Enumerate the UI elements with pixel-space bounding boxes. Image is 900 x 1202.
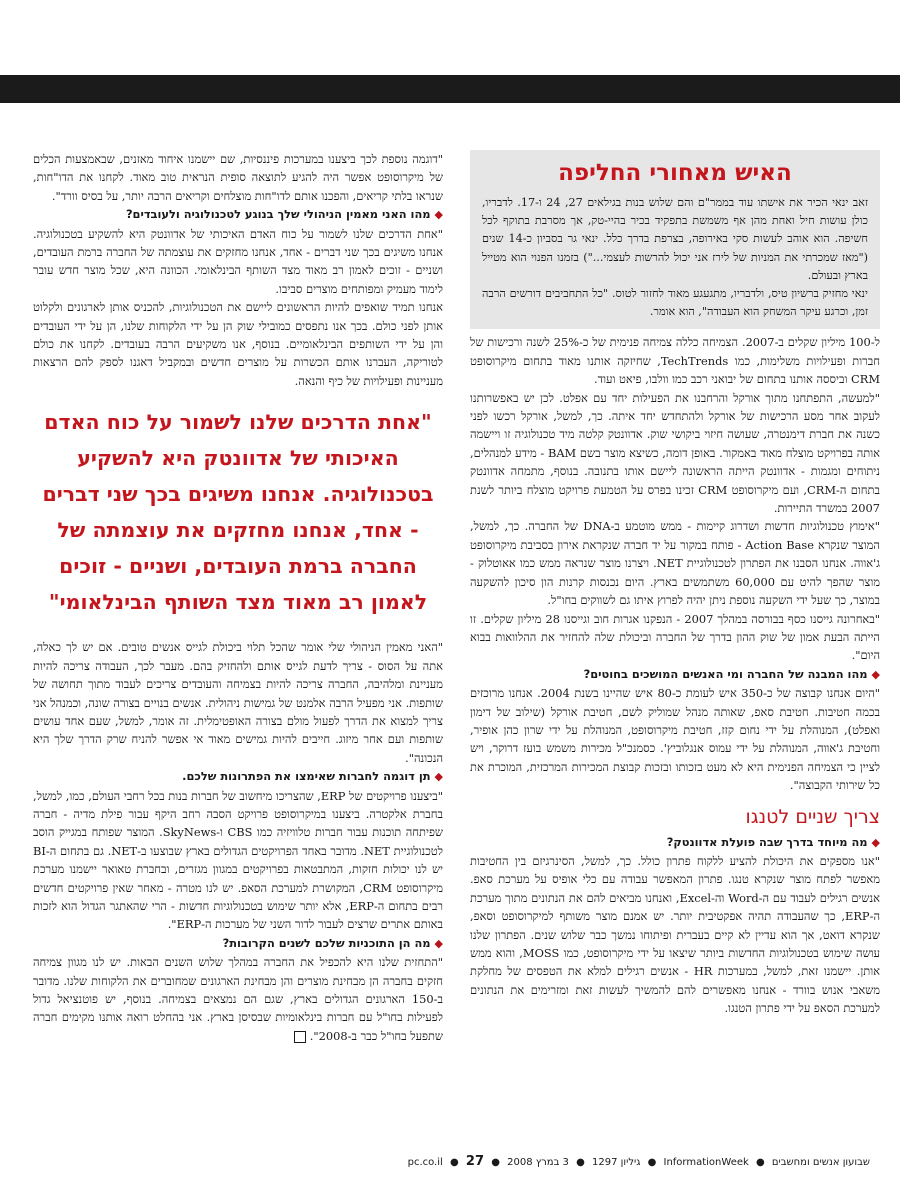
footer-magazine: שבועון אנשים ומחשבים — [771, 1157, 870, 1168]
question-text: תן דוגמה לחברות שאימצו את הפתרונות שלכם. — [182, 769, 431, 784]
question-text: מהו המבנה של החברה ומי האנשים המושכים בחוטים? — [583, 666, 868, 681]
page-number: 27 — [465, 1154, 484, 1169]
pull-quote: "אחת הדרכים שלנו לשמור על כוח האדם האיכותי של אדוונטק היא להשקיע בטכנולוגיה. אנחנו משיגים בכך שני דברים - אחד, אנחנו מחזקים את עוצמתה של החברה ברמת העובדים, ושניים - זוכים לאמון רב מאוד מצד השותף הבינלאומי" — [42, 410, 434, 615]
body-paragraph: "באחרונה גייסנו כסף בבורסה במהלך 2007 - הנפקנו אגרות חוב וגייסנו 28 מיליון שקלים. זו הייתה הבעת אמון של שוק ההון בדרך של החברה וביכולת שלה להחזיר את ההלוואות בבוא היום". — [470, 611, 880, 663]
diamond-bullet-icon: ◆ — [434, 770, 443, 784]
body-paragraph — [33, 953, 443, 1045]
body-paragraph: ל-100 מיליון שקלים ב-2007. הצמיחה כללה צמיחה פנימית של כ-25% לשנה ורכישות של חברות ופעילויות משלימות, כמו TechTrends, שחיזקה אותנו מאוד בתחום מיקרוסופט CRM וביססה אותנו בתחום של יבואני רכב כמו וולבו, פיאט ועוד. — [470, 335, 880, 387]
end-mark-icon — [294, 1031, 306, 1043]
question-heading — [33, 205, 443, 224]
body-paragraph: "היום אנחנו קבוצה של כ-350 איש לעומת כ-80 איש שהיינו בשנת 2004. אנחנו מרוכזים בכמה חטיבות. חטיבת סאפ, שאותה מנהל שמוליק לשם, חטיבת אורקל (שילוב של דימון ואפלט), המנוהלת על ידי נחום קזז, חטיבת מיקרוסופט, המנוהלת על ידי שרון כהן אופיר, וחטיבת ג'אווה, המנוהלת על ידי עמוס אנגלוביץ'. כסמנכ"ל מכירות משמש בועז דרוקר, ויש לציין כי הצמיחה הפנימית היא לא מעט בזכותו ובזכות קבוצת המכירות המרכזית, המוכרת את כל שירותי הקבוצה". — [470, 686, 880, 793]
footer-line — [408, 1154, 870, 1169]
dot-icon: ● — [449, 1157, 459, 1168]
body-paragraph: "ביצענו פרויקטים של ERP, שהצריכו מיחשוב של חברות בנות בכל רחבי העולם, כמו, למשל, בחברת אלקטרה. ביצענו במיקרוסופט פרויקט הסבה רחב היקף עבור פילת מדיה - חברה שפיתחה תוכנות עבור חברות טלוויזיה כמו CBS ו-SkyNews. המוצר שפותח במגייק הוסב לטכנולוגיית NET. מדובר באחד הפרויקטים הגדולים בארץ שבוצעו ב-NET. גם בתחום ה-BI יש לנו יכולות חזקות, המתבטאות בפרויקטים במגוון מגזרים, ובחברת טאואר יישמנו מערכת מיקרוסופט CRM, המקושרת למערכת הסאפ. יש לנו מטרה - מאחר שאין פרויקטים חדשים רבים בתחום ה-ERP, אלא יותר שימוש בטכנולוגיות חדשות - הרי שהאתגר הגדול הוא לזכות באותם אתרים שרצים לעבור לדור השני של מערכות ה-ERP". — [33, 788, 443, 932]
dot-icon: ● — [647, 1157, 657, 1168]
page-footer — [0, 1150, 900, 1170]
question-heading — [33, 934, 443, 953]
body-paragraph: "אחת הדרכים שלנו לשמור על כוח האדם האיכותי של אדוונטק היא להשקיע בטכנולוגיה. אנחנו משיגים בכך שני דברים - אחד, אנחנו מחזקים את עוצמתה של החברה ברמת העובדים, ושניים - זוכים לאמון רב מאוד מצד השותף הבינלאומי. הכוונה היא, שכל מוצר חדש עובר לימוד מעמיק ומפותחים מוצרים סביבו. — [33, 226, 443, 296]
paragraph-text: "התחזית שלנו היא להכפיל את החברה במהלך שלוש השנים הבאות. יש לנו מגוון צמיחה חזקים בחברה הן מבחינת מוצרים והן מבחינת הארגונים שמחוברים את הלקוחות שלנו. מדובר ב-150 הארגונים הגדולים בארץ, שגם הם נמצאים בצמיחה. בנוסף, יש פוטנציאל גדול לפעילות בחו"ל עם חברות בינלאומיות שבסיסן בארץ. אני בהחלט רואה אותנו מקימים חברה שתפעל בחו"ל כבר ב-2008". — [33, 955, 443, 1043]
sidebar-paragraph: זאב ינאי הכיר את אישתו עוד בממר"ם והם שלוש בנות בגילאים 27, 24 ו-17. לדבריו, כולן עושות חיל ואחת מהן אף משמשת בתפקיד בכיר בהיי-טק, אך מסרבת בתוקף לכל חשיפה. הוא אוהב לעשות סקי באירופה, בצרפת בדרך כלל. ינאי גר בסביון כ-14 שנים ("מאז שמכרתי את המניות של לירז אני יכול להרשות לעצמי...") בזמנו הפנוי הוא מטייל בארץ ובעולם. — [482, 196, 868, 282]
body-paragraph: "דוגמה נוספת לכך ביצענו במערכות פיננסיות, שם יישמנו איחוד מאזנים, שבאמצעות הכלים של מיקרוסופט אפשר היה להגיע לתוצאה סופית הנראית טוב מאוד. לקחנו את הדו"חות, שנראו בלתי קריאים, והפכנו אותם לדו"חות מוצלחים וקריאים הרבה יותר, על בסיס וורד". — [33, 152, 443, 203]
dot-icon: ● — [576, 1157, 585, 1168]
diamond-bullet-icon: ◆ — [434, 208, 443, 222]
dot-icon: ● — [491, 1157, 500, 1168]
diamond-bullet-icon: ◆ — [871, 835, 880, 849]
sidebar-paragraph: ינאי מחזיק ברשיון טיס, ולדבריו, מתגעגע מאוד לחזור לטוס. "כל התחביבים דורשים הרבה זמן, וכרגע עיקר המשחק הוא העבודה", הוא אומר. — [482, 287, 868, 319]
diamond-bullet-icon: ◆ — [434, 936, 443, 950]
body-paragraph: "האני מאמין הניהולי שלי אומר שהכל תלוי ביכולת לגייס אנשים טובים. אם יש לך כאלה, אתה על הסוס - צריך לדעת לגייס אותם ולהחזיק בהם. מעבר לכך, העבודה צריכה להיות מעניינת ומלהיבה, החברה צריכה להיות בצמיחה והעובדים צריכים לעבוד מתוך תחושה של שותפות. אני מפעיל הרבה אלמנט של גמישות ניהולית. אנשים בנויים בצורה שונה, וכמנהל אני צריך למצוא את הדרך לפעול מולם בצורה האופטימלית. זה אומר, למשל, שעם אחד עושים שותפות ועם אחר מיזוג. חייבים להיות גמישים מאוד אי אפשר להניח שרק הדרך שלך היא הנכונה". — [33, 640, 443, 765]
body-paragraph: "אנו מספקים את היכולת להציע ללקוח פתרון כולל. כך, למשל, הסינרגיזם בין החטיבות מאפשר לפתח מוצר שנקרא טנגו. פתרון המאפשר עבודה עם כלי אופיס על מערכת סאפ. אנשים רגילים לעבוד עם ה-Word וה-Excel, ואנחנו מביאים להם את הנתונים מתוך מערכת ה-ERP, כך שהעבודה תהיה אפקטיבית יותר. יש אמנם מוצר משותף למיקרוסופט וסאפ, שנקרא דואט, אך הוא עדיין לא קיים בעברית ופיתוחו נמשך כבר שלוש שנים. הפתרון שלנו עושה שימוש בטכנולוגיות החדשות ביותר שיצאו על ידי מיקרוסופט, כמו MOSS, והוא ממש אותן. יישמנו זאת, למשל, במערכות HR - אנשים רגילים למלא את הטפסים של מחלקת משאבי אנוש בוורד - אנחנו מאפשרים להם להמשיך לעשות זאת ומזרימים את הנתונים למערכת הסאפ על ידי פתרון הטנגו. — [470, 853, 881, 1016]
footer-brand: InformationWeek — [663, 1157, 749, 1168]
left-column — [33, 150, 443, 1045]
right-column — [470, 150, 880, 1018]
footer-date: 3 במרץ 2008 — [507, 1157, 569, 1168]
sidebar-box — [470, 150, 880, 329]
body-paragraph: "למעשה, התפתחנו מתוך אורקל והרחבנו את הפעילות יחד עם אפלט. לכן יש באפשרותנו לעקוב אחר מסע הרכישות של אורקל ולהתחדש יחד איתה. כך, למשל, אורקל רכשו לפני כשנה את חברת דימנטרה, שעושה חיזוי ביקושי שוק. אדוונטק קלטה מיד טכנולוגיה זו ויישמה אותה בפרויקט מוצלח מאוד באמקור. באופן דומה, כשיצא מוצר בשם BAM - מידע למנהלים, ניתוחים ומגמות - אדוונטק הייתה הראשונה ליישם אותו בתנובה. בנוסף, מתמחה אדוונטק בתחום ה-CRM, ועם מיקרוסופט CRM זכינו בפרס על הטמעת פרויקט מוצלח ביותר לשנת 2007 במשרד התיירות. — [470, 390, 880, 516]
dot-icon: ● — [755, 1157, 765, 1168]
question-text: מה הן התוכניות שלכם לשנים הקרובות? — [222, 935, 431, 950]
footer-issue: גיליון 1297 — [592, 1157, 641, 1168]
question-heading — [33, 767, 443, 786]
question-text: מהו האני מאמין הניהולי שלך בנוגע לטכנולוגיה ולעובדים? — [125, 207, 431, 222]
sidebar-title: האיש מאחורי החליפה — [558, 160, 792, 186]
question-heading — [470, 833, 880, 852]
body-paragraph: אנחנו תמיד שואפים להיות הראשונים ליישם את הטכנולוגיות, להכניס אותן לארגונים ולקלוט אותן לפני כולם. בכך אנו נתפסים כמובילי שוק הן על ידי הלקוחות שלנו, הן על ידי העובדים והן על ידי השותפים הבינלאומיים. בנוסף, אנו משקיעים הרבה בעובדים. לקחנו את כולם לטוריקה, העברנו אותם הכשרות על מוצרים חדשים ובמקביל דאגנו לספק להם הרצאות מעניינות ופעילויות של כיף והנאה. — [33, 300, 443, 388]
question-heading — [470, 665, 880, 684]
question-text: מה מיוחד בדרך שבה פועלת אדוונטק? — [666, 834, 868, 849]
header-bar — [0, 75, 900, 103]
section-title: צריך שניים לטנגו — [745, 805, 880, 828]
diamond-bullet-icon: ◆ — [871, 667, 880, 681]
footer-site: pc.co.il — [407, 1157, 443, 1168]
body-paragraph: "אימוץ טכנולוגיות חדשות ושדרוג קיימות - ממש מוטמע ב-DNA של החברה. כך, למשל, המוצר שנקרא Action Base - פותח במקור על יד חברה שנקראת אירון בסביבת מיקרוסופט ג'אווה. אנחנו הסבנו את הפתרון לטכנולוגיית NET. ויצרנו מוצר שנראה ממש כמו אאוטלוק - מוצר שהפך להיט עם 60,000 משתמשים בארץ. היום נכנסות קרנות הון סיכון להשקעה במוצר, כך שעל ידי השקעה נוספת ניתן יהיה לפרוץ איתו גם לשווקים בחו"ל. — [470, 519, 880, 608]
